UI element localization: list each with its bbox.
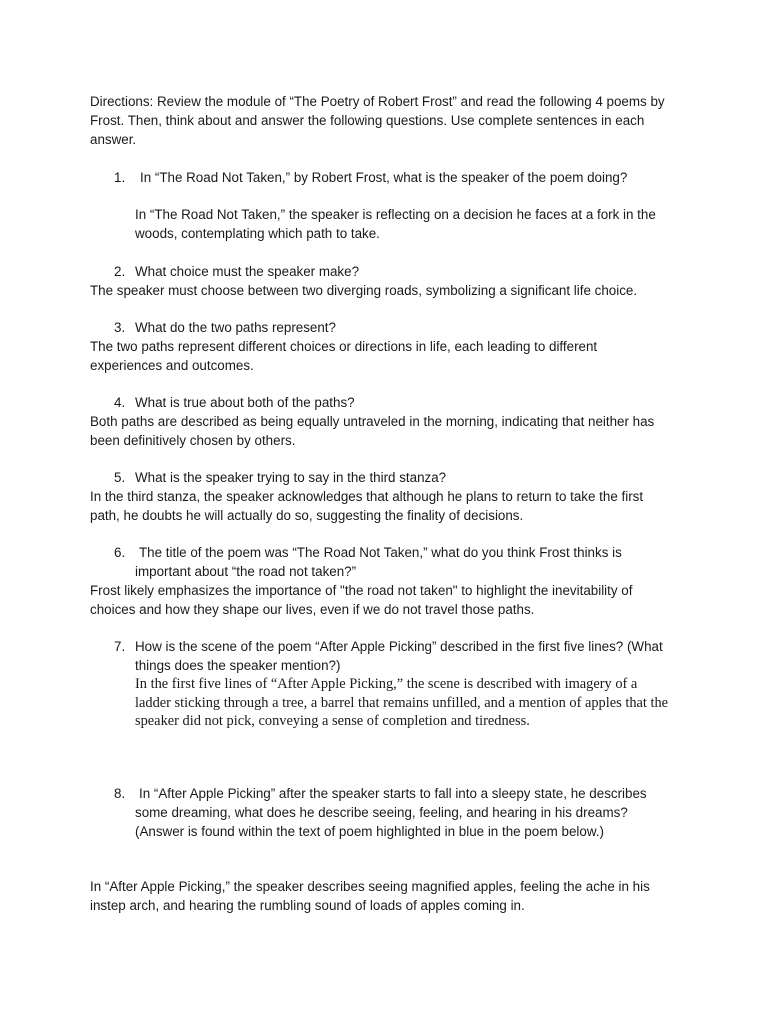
question-number: 3. — [114, 320, 126, 335]
answer-3-text: The two paths represent different choices or directions in life, each leading to different experiences and outcomes. — [90, 339, 598, 373]
question-number: 2. — [114, 264, 126, 279]
answer-6-text: Frost likely emphasizes the importance of "the road not taken" to highlight the inevitability of choices and how they shape our lives, even if we do not travel those paths. — [90, 583, 633, 617]
question-8-text: In “After Apple Picking” after the speaker starts to fall into a sleepy state, he describes some dreaming, what does he describe seeing, feeling, and hearing in his dreams? (Answer is found within the text of poem highlighted in blue in the poem below.) — [135, 786, 647, 839]
directions-text: Directions: Review the module of “The Poetry of Robert Frost” and read the following 4 poems by Frost. Then, think about and answer the following questions. Use complete sentences in each answer. — [90, 94, 665, 147]
question-number: 4. — [114, 395, 126, 410]
question-7-text: How is the scene of the poem “After Apple Picking” described in the first five lines? (What things does the speaker mention?) — [135, 639, 663, 673]
question-5-text: What is the speaker trying to say in the third stanza? — [135, 470, 447, 485]
answer-2-text: The speaker must choose between two diverging roads, symbolizing a significant life choice. — [90, 283, 638, 298]
question-number: 5. — [114, 470, 126, 485]
question-4-text: What is true about both of the paths? — [135, 395, 355, 410]
answer-8-text: In “After Apple Picking,” the speaker describes seeing magnified apples, feeling the ache in his instep arch, and hearing the rumbling sound of loads of apples coming in. — [90, 879, 650, 913]
answer-4-text: Both paths are described as being equally untraveled in the morning, indicating that neither has been definitively chosen by others. — [90, 414, 655, 448]
answer-7-text: In the first five lines of “After Apple Picking,” the scene is described with imagery of a ladder sticking through a tree, a barrel that remains unfilled, and a mention of apples that the speaker did not pick, conveying a sense of completion and tiredness. — [135, 676, 669, 729]
question-number: 7. — [114, 639, 126, 654]
question-number: 6. — [114, 545, 126, 560]
question-number: 1. — [114, 170, 126, 185]
question-number: 8. — [114, 786, 126, 801]
answer-1-text: In “The Road Not Taken,” the speaker is reflecting on a decision he faces at a fork in the woods, contemplating which path to take. — [135, 207, 656, 241]
question-3-text: What do the two paths represent? — [135, 320, 336, 335]
question-2-text: What choice must the speaker make? — [135, 264, 360, 279]
question-6-text: The title of the poem was “The Road Not Taken,” what do you think Frost thinks is important about “the road not taken?” — [135, 545, 622, 579]
answer-5-text: In the third stanza, the speaker acknowledges that although he plans to return to take the first path, he doubts he will actually do so, suggesting the finality of decisions. — [90, 489, 644, 523]
question-1-text: In “The Road Not Taken,” by Robert Frost, what is the speaker of the poem doing? — [140, 170, 628, 185]
